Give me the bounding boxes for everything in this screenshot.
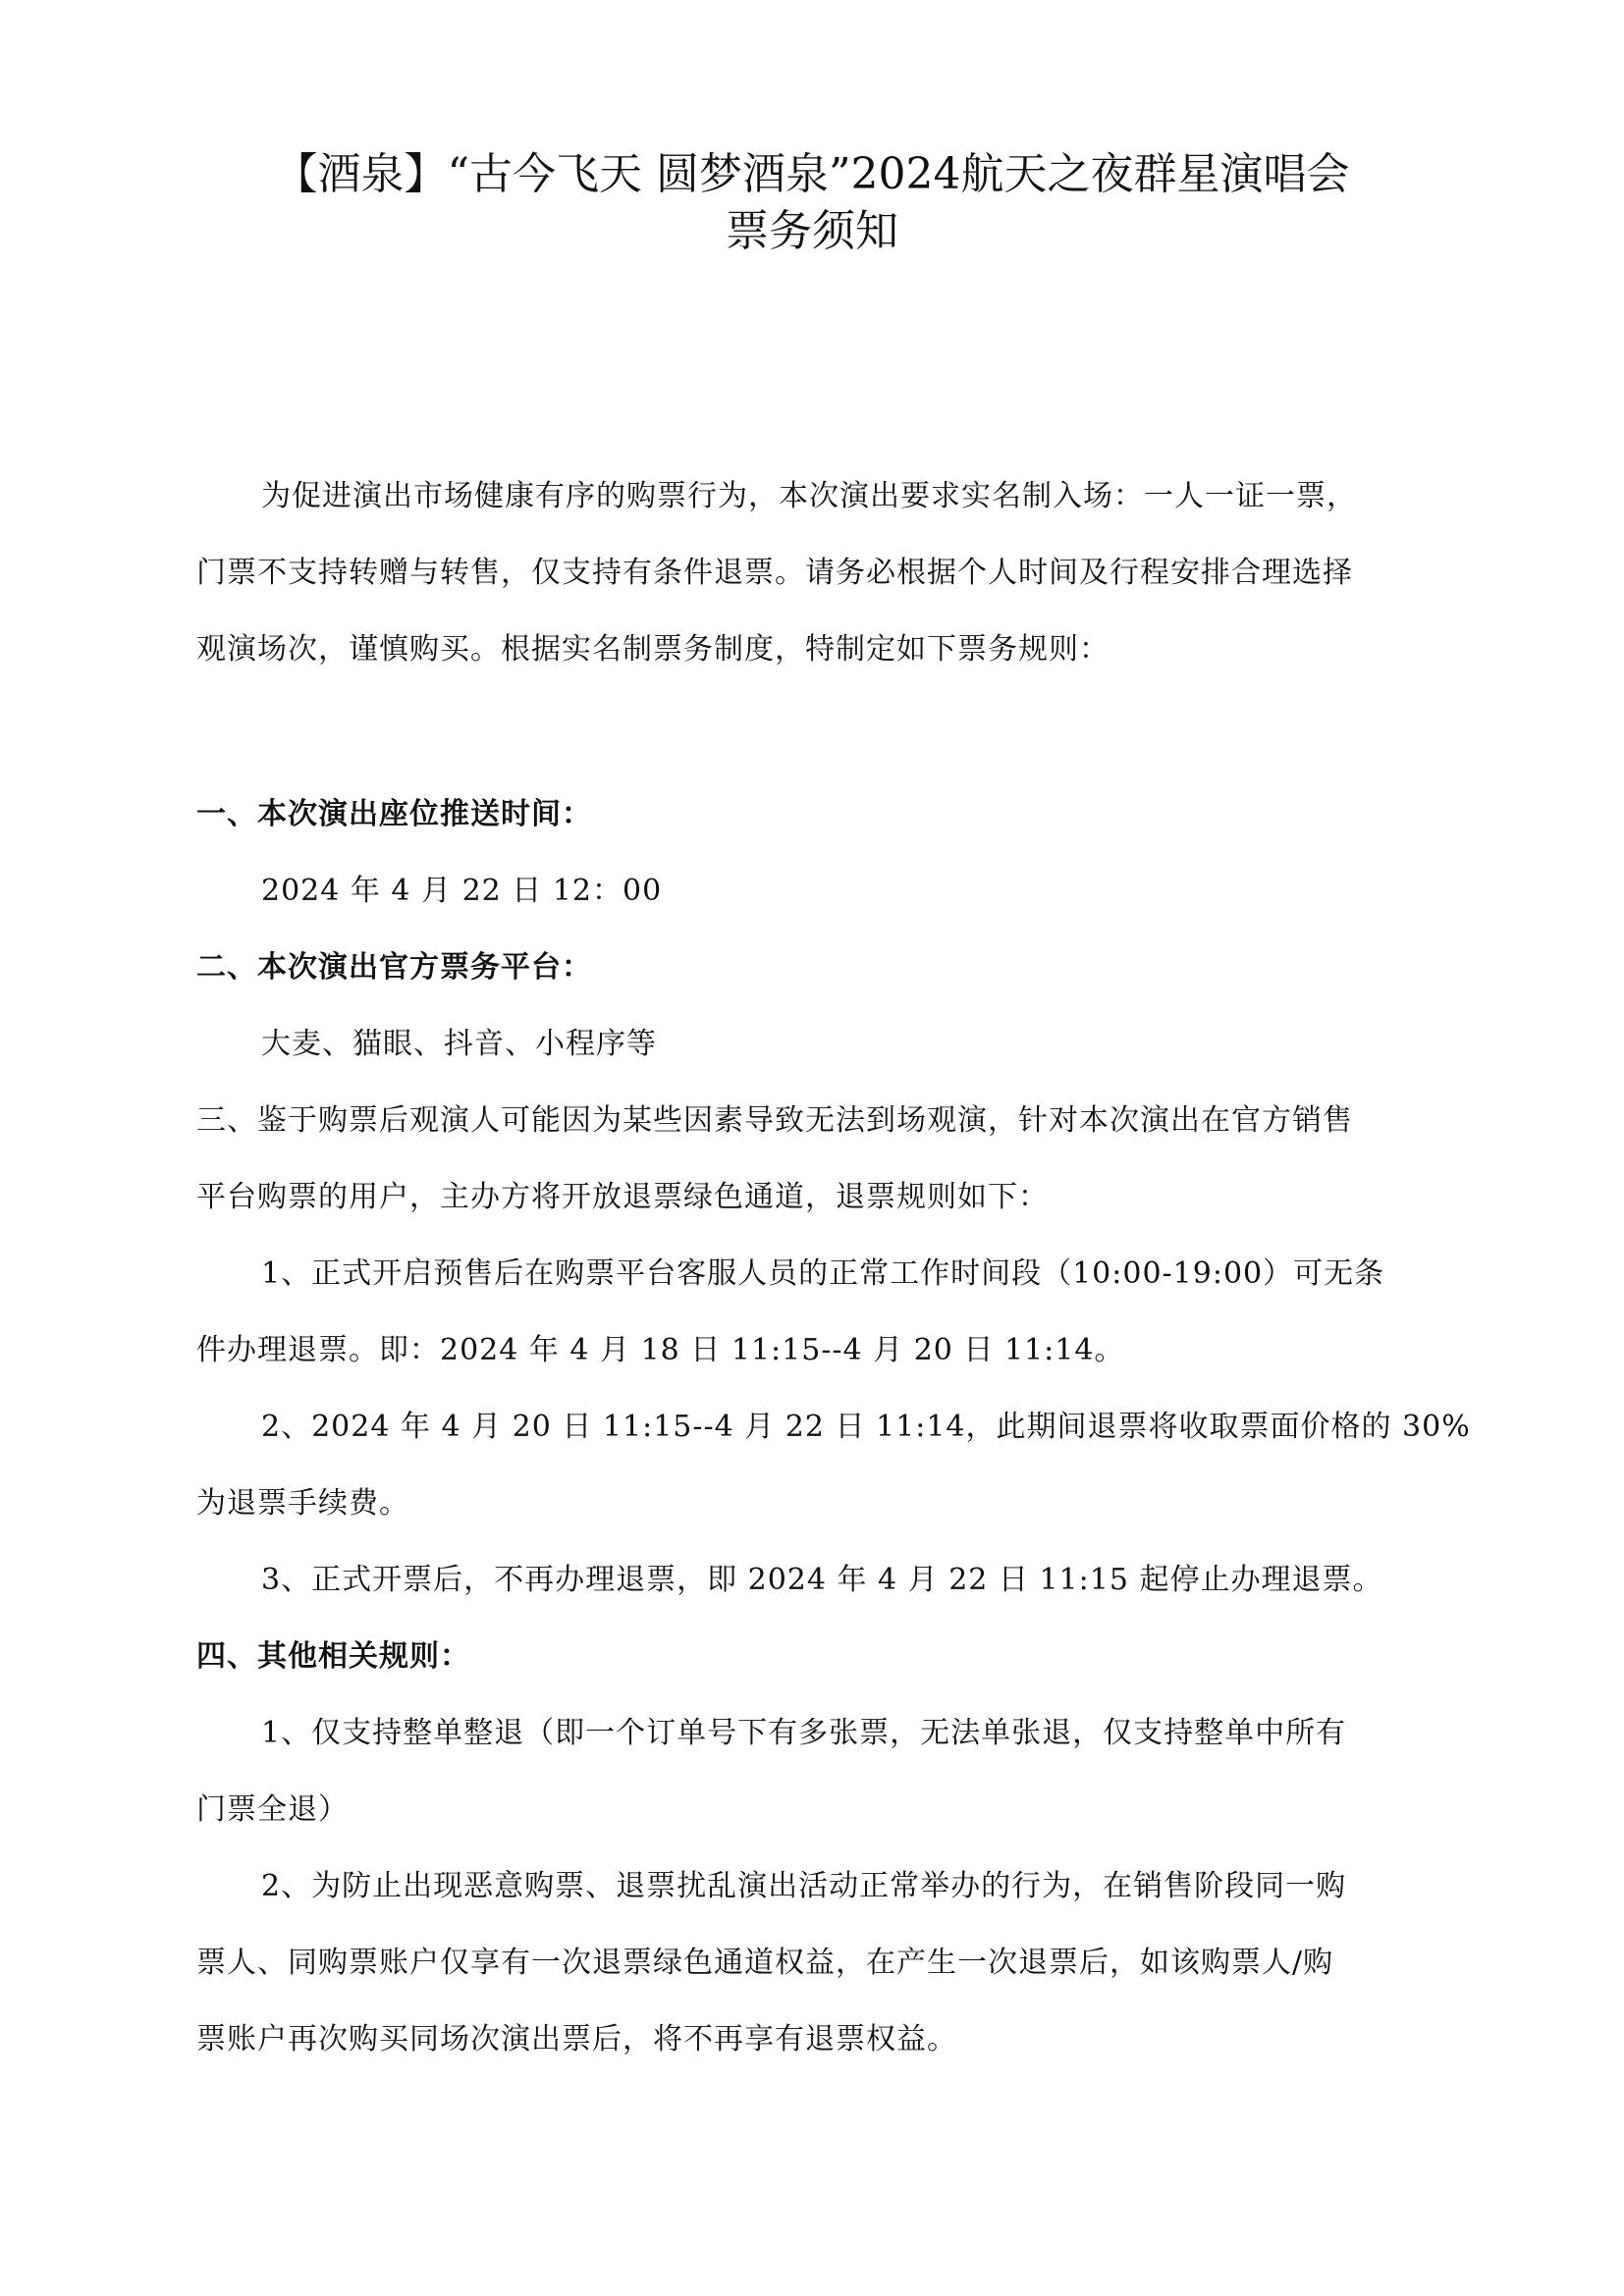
page-title: 【酒泉】“古今飞天 圆梦酒泉”2024航天之夜群星演唱会 — [274, 149, 1350, 199]
intro-line-1: 为促进演出市场健康有序的购票行为，本次演出要求实名制入场：一人一证一票， — [261, 479, 1357, 513]
section-3-heading-line-1: 三、鉴于购票后观演人可能因为某些因素导致无法到场观演，针对本次演出在官方销售 — [196, 1103, 1353, 1138]
intro-line-3: 观演场次，谨慎购买。根据实名制票务制度，特制定如下票务规则： — [196, 632, 1110, 667]
section-3-item-1-line-2: 件办理退票。即：2024 年 4 月 18 日 11:15--4 月 20 日 11:14。 — [196, 1333, 1125, 1367]
section-2-content: 大麦、猫眼、抖音、小程序等 — [261, 1027, 657, 1061]
section-3-item-2-line-1: 2、2024 年 4 月 20 日 11:15--4 月 22 日 11:14，此期间退票将收取票面价格的 30% — [261, 1410, 1471, 1444]
section-4-item-2-line-1: 2、为防止出现恶意购票、退票扰乱演出活动正常举办的行为，在销售阶段同一购 — [261, 1869, 1347, 1903]
section-3-item-1-line-1: 1、正式开启预售后在购票平台客服人员的正常工作时间段（10:00-19:00）可无条 — [261, 1256, 1385, 1291]
section-1-heading: 一、本次演出座位推送时间： — [196, 797, 592, 831]
section-4-item-2-line-3: 票账户再次购买同场次演出票后，将不再享有退票权益。 — [196, 2022, 957, 2056]
section-3-item-3: 3、正式开票后，不再办理退票，即 2024 年 4 月 22 日 11:15 起停止办理退票。 — [261, 1563, 1383, 1597]
section-4-item-1-line-2: 门票全退） — [196, 1792, 349, 1827]
section-4-item-2-line-2: 票人、同购票账户仅享有一次退票绿色通道权益，在产生一次退票后，如该购票人/购 — [196, 1946, 1334, 1980]
section-1-content: 2024 年 4 月 22 日 12：00 — [261, 874, 663, 908]
section-3-heading-line-2: 平台购票的用户，主办方将开放退票绿色通道，退票规则如下： — [196, 1180, 1049, 1214]
section-4-item-1-line-1: 1、仅支持整单整退（即一个订单号下有多张票，无法单张退，仅支持整单中所有 — [261, 1716, 1347, 1750]
section-4-heading: 四、其他相关规则： — [196, 1639, 470, 1674]
section-3-item-2-line-2: 为退票手续费。 — [196, 1486, 409, 1521]
section-2-heading: 二、本次演出官方票务平台： — [196, 950, 592, 985]
intro-line-2: 门票不支持转赠与转售，仅支持有条件退票。请务必根据个人时间及行程安排合理选择 — [196, 556, 1353, 590]
page-subtitle: 票务须知 — [726, 206, 898, 256]
